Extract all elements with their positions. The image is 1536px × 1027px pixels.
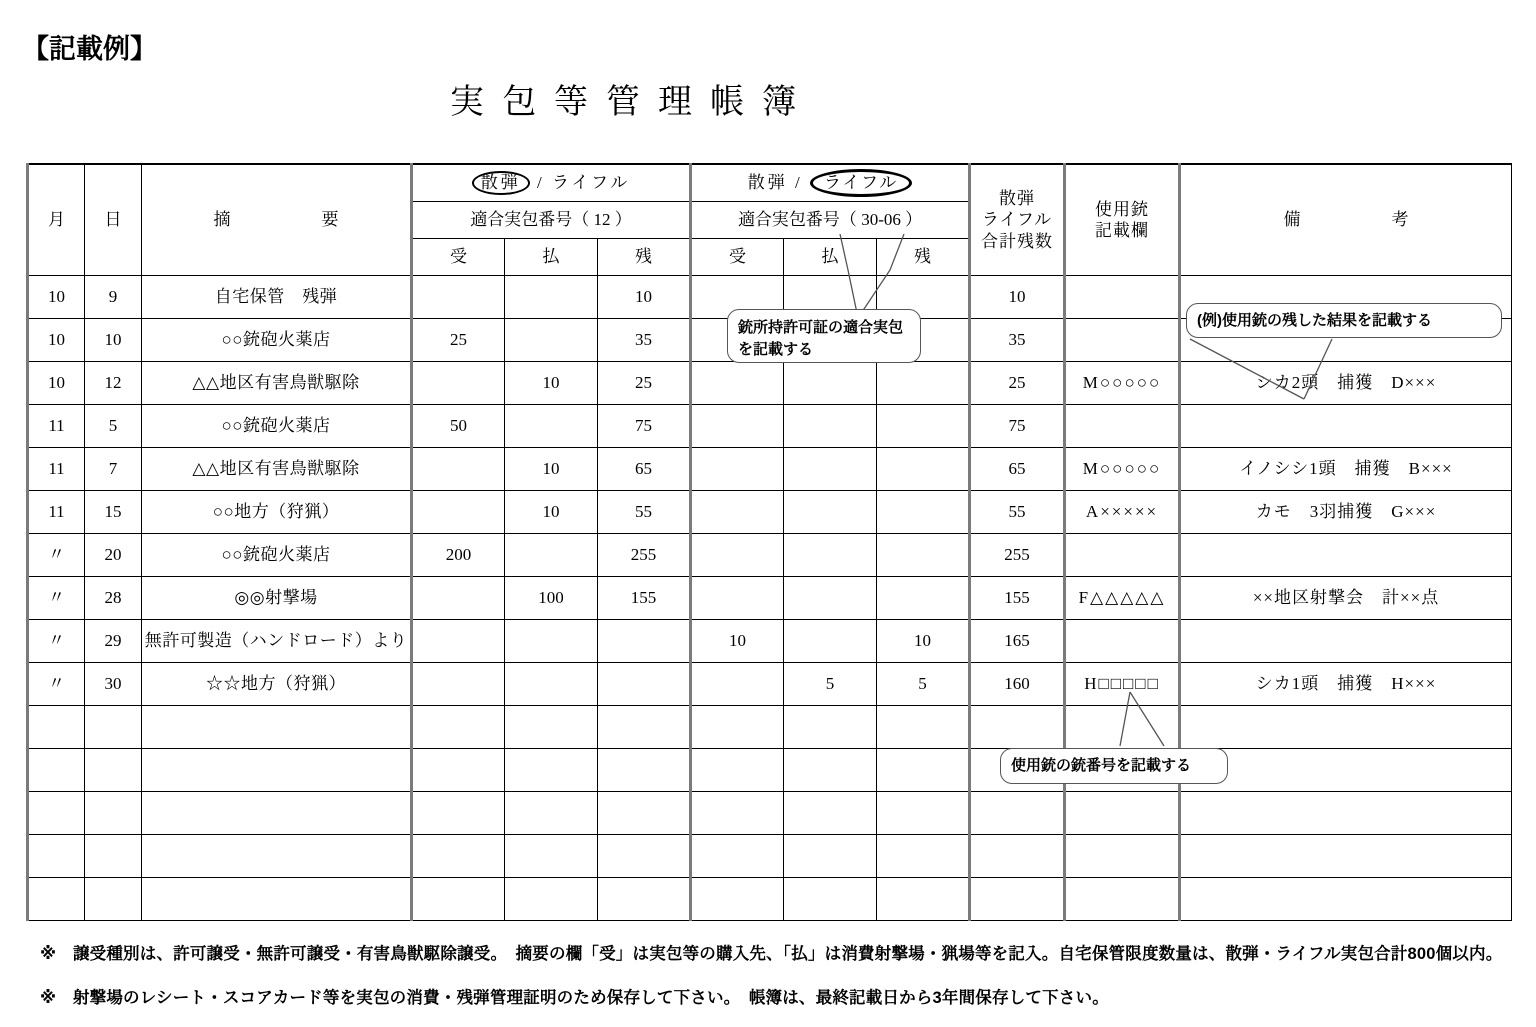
cell-rifle-out[interactable] bbox=[784, 448, 877, 491]
cell-month[interactable]: 〃 bbox=[28, 663, 85, 706]
cell-shotgun-out[interactable] bbox=[505, 749, 598, 792]
cell-total-balance[interactable] bbox=[970, 878, 1065, 921]
cell-gun-used[interactable] bbox=[1065, 878, 1180, 921]
cell-shotgun-in[interactable] bbox=[412, 620, 505, 663]
cell-shotgun-in[interactable] bbox=[412, 792, 505, 835]
group-a-ammo-number bbox=[412, 202, 691, 239]
group-b-rifle-option-selected[interactable]: ライフル bbox=[810, 169, 912, 197]
cell-day[interactable] bbox=[85, 749, 142, 792]
cell-day[interactable]: 9 bbox=[85, 276, 142, 319]
cell-summary[interactable]: 自宅保管 残弾 bbox=[142, 276, 412, 319]
cell-gun-used[interactable]: A××××× bbox=[1065, 491, 1180, 534]
cell-day[interactable]: 29 bbox=[85, 620, 142, 663]
cell-rifle-balance[interactable] bbox=[877, 448, 970, 491]
cell-month[interactable] bbox=[28, 749, 85, 792]
table-row bbox=[28, 448, 1512, 491]
cell-rifle-out[interactable] bbox=[784, 749, 877, 792]
cell-day[interactable] bbox=[85, 835, 142, 878]
group-a-slash: / bbox=[536, 173, 545, 192]
cell-gun-used[interactable]: F△△△△△ bbox=[1065, 577, 1180, 620]
cell-shotgun-in[interactable]: 25 bbox=[412, 319, 505, 362]
cell-shotgun-out[interactable] bbox=[505, 319, 598, 362]
cell-summary[interactable] bbox=[142, 706, 412, 749]
cell-total-balance[interactable]: 255 bbox=[970, 534, 1065, 577]
cell-shotgun-out[interactable] bbox=[505, 792, 598, 835]
col-header-remarks: 備 考 bbox=[1180, 164, 1512, 276]
cell-rifle-out[interactable] bbox=[784, 620, 877, 663]
col-header-day: 日 bbox=[85, 164, 142, 276]
table-row bbox=[28, 835, 1512, 878]
footer-note-1: ※ 譲受種別は、許可譲受・無許可譲受・有害鳥獣駆除譲受。 摘要の欄「受」は実包等の購入先、「払」は消費射撃場・猟場等を記入。自宅保管限度数量は、散弾・ライフル実包合計800個以内。 bbox=[40, 945, 1503, 963]
cell-month[interactable]: 〃 bbox=[28, 577, 85, 620]
callout-gun-number: 使用銃の銃番号を記載する bbox=[1000, 748, 1228, 784]
cell-remarks[interactable] bbox=[1180, 620, 1512, 663]
table-row bbox=[28, 534, 1512, 577]
cell-shotgun-in[interactable] bbox=[412, 577, 505, 620]
cell-day[interactable]: 7 bbox=[85, 448, 142, 491]
cell-summary[interactable]: 無許可製造（ハンドロード）より bbox=[142, 620, 412, 663]
leader-line-ammo-number bbox=[820, 230, 940, 320]
cell-summary[interactable] bbox=[142, 749, 412, 792]
cell-month[interactable] bbox=[28, 706, 85, 749]
cell-rifle-in[interactable] bbox=[691, 878, 784, 921]
cell-shotgun-balance[interactable]: 25 bbox=[598, 362, 691, 405]
group-a-rifle-option[interactable]: ライフル bbox=[551, 173, 631, 192]
cell-summary[interactable]: △△地区有害鳥獣駆除 bbox=[142, 362, 412, 405]
col-header-a-out: 払 bbox=[505, 239, 598, 276]
cell-shotgun-out[interactable]: 10 bbox=[505, 491, 598, 534]
header-row-guntype bbox=[28, 164, 1512, 202]
cell-shotgun-balance[interactable]: 10 bbox=[598, 276, 691, 319]
cell-rifle-out[interactable] bbox=[784, 878, 877, 921]
cell-rifle-balance[interactable] bbox=[877, 362, 970, 405]
cell-month[interactable]: 10 bbox=[28, 276, 85, 319]
cell-rifle-in[interactable]: 10 bbox=[691, 620, 784, 663]
cell-shotgun-balance[interactable]: 255 bbox=[598, 534, 691, 577]
cell-day[interactable]: 15 bbox=[85, 491, 142, 534]
cell-rifle-out[interactable] bbox=[784, 577, 877, 620]
cell-rifle-in[interactable] bbox=[691, 749, 784, 792]
group-b-slash: / bbox=[795, 173, 803, 192]
cell-shotgun-balance[interactable]: 55 bbox=[598, 491, 691, 534]
cell-gun-used[interactable] bbox=[1065, 276, 1180, 319]
cell-shotgun-in[interactable] bbox=[412, 663, 505, 706]
cell-rifle-balance[interactable] bbox=[877, 405, 970, 448]
cell-shotgun-balance[interactable]: 155 bbox=[598, 577, 691, 620]
cell-shotgun-balance[interactable] bbox=[598, 749, 691, 792]
footer-note-2: ※ 射撃場のレシート・スコアカード等を実包の消費・残弾管理証明のため保存して下さい。 帳簿は、最終記載日から3年間保存して下さい。 bbox=[40, 989, 1109, 1007]
table-row bbox=[28, 620, 1512, 663]
cell-rifle-in[interactable] bbox=[691, 706, 784, 749]
cell-shotgun-in[interactable] bbox=[412, 448, 505, 491]
cell-shotgun-out[interactable]: 100 bbox=[505, 577, 598, 620]
cell-day[interactable] bbox=[85, 792, 142, 835]
total-balance-line-1: 散弾 bbox=[999, 189, 1036, 209]
group-a-guntype-header bbox=[412, 164, 691, 202]
col-header-a-in: 受 bbox=[412, 239, 505, 276]
cell-month[interactable] bbox=[28, 878, 85, 921]
cell-shotgun-in[interactable] bbox=[412, 276, 505, 319]
cell-shotgun-out[interactable] bbox=[505, 405, 598, 448]
cell-rifle-balance[interactable] bbox=[877, 577, 970, 620]
col-header-b-balance: 残 bbox=[877, 239, 970, 276]
cell-summary[interactable]: ○○銃砲火薬店 bbox=[142, 534, 412, 577]
cell-summary[interactable]: ◎◎射撃場 bbox=[142, 577, 412, 620]
cell-summary[interactable]: ☆☆地方（狩猟） bbox=[142, 663, 412, 706]
cell-rifle-balance[interactable] bbox=[877, 534, 970, 577]
cell-shotgun-out[interactable] bbox=[505, 878, 598, 921]
cell-shotgun-in[interactable] bbox=[412, 835, 505, 878]
group-b-shotgun-option[interactable]: 散弾 bbox=[747, 173, 788, 192]
cell-shotgun-in[interactable] bbox=[412, 878, 505, 921]
cell-gun-used[interactable] bbox=[1065, 792, 1180, 835]
callout-ammo-number: 銃所持許可証の適合実包を記載する bbox=[727, 309, 921, 363]
table-row bbox=[28, 405, 1512, 448]
cell-month[interactable]: 11 bbox=[28, 448, 85, 491]
cell-total-balance[interactable]: 25 bbox=[970, 362, 1065, 405]
cell-shotgun-out[interactable]: 10 bbox=[505, 448, 598, 491]
cell-day[interactable]: 5 bbox=[85, 405, 142, 448]
cell-month[interactable]: 〃 bbox=[28, 620, 85, 663]
cell-day[interactable] bbox=[85, 878, 142, 921]
cell-rifle-balance[interactable] bbox=[877, 792, 970, 835]
cell-day[interactable]: 10 bbox=[85, 319, 142, 362]
group-b-guntype-header bbox=[691, 164, 970, 202]
cell-rifle-balance[interactable] bbox=[877, 749, 970, 792]
cell-gun-used[interactable]: M○○○○○ bbox=[1065, 362, 1180, 405]
cell-gun-used[interactable] bbox=[1065, 534, 1180, 577]
col-header-b-in: 受 bbox=[691, 239, 784, 276]
table-row bbox=[28, 878, 1512, 921]
page-title: 実包等管理帳簿 bbox=[450, 84, 814, 121]
cell-rifle-out[interactable] bbox=[784, 534, 877, 577]
cell-rifle-in[interactable] bbox=[691, 534, 784, 577]
cell-summary[interactable]: △△地区有害鳥獣駆除 bbox=[142, 448, 412, 491]
cell-total-balance[interactable]: 165 bbox=[970, 620, 1065, 663]
table-row bbox=[28, 663, 1512, 706]
cell-shotgun-balance[interactable]: 65 bbox=[598, 448, 691, 491]
cell-rifle-balance[interactable]: 10 bbox=[877, 620, 970, 663]
cell-shotgun-out[interactable] bbox=[505, 276, 598, 319]
cell-rifle-in[interactable] bbox=[691, 448, 784, 491]
cell-shotgun-out[interactable] bbox=[505, 620, 598, 663]
cell-rifle-balance[interactable] bbox=[877, 706, 970, 749]
table-row bbox=[28, 749, 1512, 792]
cell-shotgun-out[interactable] bbox=[505, 706, 598, 749]
cell-rifle-balance[interactable] bbox=[877, 835, 970, 878]
callout-result-note: (例)使用銃の残した結果を記載する bbox=[1186, 303, 1502, 338]
cell-rifle-out[interactable] bbox=[784, 792, 877, 835]
cell-shotgun-out[interactable] bbox=[505, 835, 598, 878]
cell-remarks[interactable]: ××地区射撃会 計××点 bbox=[1180, 577, 1512, 620]
cell-shotgun-in[interactable] bbox=[412, 749, 505, 792]
total-balance-line-3: 合計残数 bbox=[981, 231, 1054, 251]
group-a-shotgun-option-selected[interactable]: 散弾 bbox=[472, 171, 530, 195]
cell-shotgun-in[interactable]: 200 bbox=[412, 534, 505, 577]
cell-shotgun-in[interactable] bbox=[412, 706, 505, 749]
cell-gun-used[interactable] bbox=[1065, 319, 1180, 362]
cell-day[interactable]: 28 bbox=[85, 577, 142, 620]
cell-shotgun-balance[interactable] bbox=[598, 706, 691, 749]
cell-rifle-out[interactable] bbox=[784, 405, 877, 448]
ammunition-ledger-table bbox=[26, 163, 1512, 921]
cell-total-balance[interactable]: 55 bbox=[970, 491, 1065, 534]
table-row bbox=[28, 577, 1512, 620]
example-label: 【記載例】 bbox=[22, 34, 157, 64]
table-row bbox=[28, 491, 1512, 534]
cell-day[interactable]: 20 bbox=[85, 534, 142, 577]
group-b-ammo-number-label: 適合実包番号（ bbox=[737, 210, 857, 230]
cell-rifle-in[interactable] bbox=[691, 362, 784, 405]
cell-total-balance[interactable]: 160 bbox=[970, 663, 1065, 706]
cell-remarks[interactable]: シカ2頭 捕獲 D××× bbox=[1180, 362, 1512, 405]
cell-total-balance[interactable]: 10 bbox=[970, 276, 1065, 319]
cell-shotgun-balance[interactable] bbox=[598, 792, 691, 835]
cell-rifle-out[interactable] bbox=[784, 835, 877, 878]
cell-day[interactable]: 12 bbox=[85, 362, 142, 405]
cell-rifle-out[interactable] bbox=[784, 362, 877, 405]
total-balance-line-2: ライフル bbox=[981, 210, 1053, 230]
leader-line-result-note bbox=[1186, 337, 1386, 403]
cell-remarks[interactable]: イノシシ1頭 捕獲 B××× bbox=[1180, 448, 1512, 491]
col-header-month: 月 bbox=[28, 164, 85, 276]
cell-total-balance[interactable]: 75 bbox=[970, 405, 1065, 448]
gun-used-line-1: 使用銃 bbox=[1095, 199, 1150, 219]
cell-total-balance[interactable] bbox=[970, 706, 1065, 749]
cell-shotgun-balance[interactable]: 75 bbox=[598, 405, 691, 448]
cell-gun-used[interactable]: M○○○○○ bbox=[1065, 448, 1180, 491]
cell-remarks[interactable] bbox=[1180, 405, 1512, 448]
cell-remarks[interactable]: カモ 3羽捕獲 G××× bbox=[1180, 491, 1512, 534]
group-b-ammo-number-close: ） bbox=[905, 210, 923, 230]
cell-month[interactable]: 10 bbox=[28, 362, 85, 405]
cell-shotgun-in[interactable] bbox=[412, 491, 505, 534]
cell-rifle-balance[interactable]: 5 bbox=[877, 663, 970, 706]
cell-month[interactable]: 〃 bbox=[28, 534, 85, 577]
col-header-gun-used bbox=[1065, 164, 1180, 276]
col-header-b-out: 払 bbox=[784, 239, 877, 276]
cell-total-balance[interactable]: 35 bbox=[970, 319, 1065, 362]
cell-rifle-out[interactable]: 5 bbox=[784, 663, 877, 706]
cell-rifle-out[interactable] bbox=[784, 706, 877, 749]
group-a-ammo-number-value[interactable]: 12 bbox=[593, 210, 611, 230]
cell-shotgun-out[interactable] bbox=[505, 534, 598, 577]
cell-remarks[interactable] bbox=[1180, 835, 1512, 878]
cell-month[interactable]: 11 bbox=[28, 405, 85, 448]
cell-remarks[interactable] bbox=[1180, 749, 1512, 792]
cell-day[interactable]: 30 bbox=[85, 663, 142, 706]
cell-total-balance[interactable]: 65 bbox=[970, 448, 1065, 491]
cell-month[interactable]: 10 bbox=[28, 319, 85, 362]
cell-rifle-in[interactable] bbox=[691, 405, 784, 448]
cell-month[interactable] bbox=[28, 792, 85, 835]
cell-shotgun-balance[interactable] bbox=[598, 663, 691, 706]
cell-summary[interactable]: ○○地方（狩猟） bbox=[142, 491, 412, 534]
cell-summary[interactable]: ○○銃砲火薬店 bbox=[142, 405, 412, 448]
cell-gun-used[interactable] bbox=[1065, 405, 1180, 448]
cell-remarks[interactable] bbox=[1180, 534, 1512, 577]
cell-shotgun-in[interactable]: 50 bbox=[412, 405, 505, 448]
cell-summary[interactable] bbox=[142, 835, 412, 878]
gun-used-line-2: 記載欄 bbox=[1095, 221, 1150, 240]
cell-rifle-in[interactable] bbox=[691, 577, 784, 620]
col-header-total-balance bbox=[970, 164, 1065, 276]
cell-rifle-balance[interactable] bbox=[877, 878, 970, 921]
cell-rifle-in[interactable] bbox=[691, 491, 784, 534]
cell-summary[interactable] bbox=[142, 878, 412, 921]
cell-remarks[interactable] bbox=[1180, 792, 1512, 835]
cell-rifle-balance[interactable] bbox=[877, 491, 970, 534]
cell-shotgun-out[interactable]: 10 bbox=[505, 362, 598, 405]
cell-rifle-in[interactable] bbox=[691, 835, 784, 878]
col-header-a-balance: 残 bbox=[598, 239, 691, 276]
group-a-ammo-number-label: 適合実包番号（ bbox=[470, 210, 590, 230]
cell-total-balance[interactable] bbox=[970, 792, 1065, 835]
cell-shotgun-balance[interactable] bbox=[598, 620, 691, 663]
cell-shotgun-balance[interactable] bbox=[598, 835, 691, 878]
cell-rifle-in[interactable] bbox=[691, 792, 784, 835]
cell-remarks[interactable]: シカ1頭 捕獲 H××× bbox=[1180, 663, 1512, 706]
cell-gun-used[interactable]: H□□□□□ bbox=[1065, 663, 1180, 706]
col-header-summary: 摘 要 bbox=[142, 164, 412, 276]
group-a-ammo-number-close: ） bbox=[614, 210, 632, 230]
cell-shotgun-out[interactable] bbox=[505, 663, 598, 706]
cell-gun-used[interactable] bbox=[1065, 620, 1180, 663]
cell-month[interactable]: 11 bbox=[28, 491, 85, 534]
cell-summary[interactable]: ○○銃砲火薬店 bbox=[142, 319, 412, 362]
cell-summary[interactable] bbox=[142, 792, 412, 835]
cell-day[interactable] bbox=[85, 706, 142, 749]
cell-month[interactable] bbox=[28, 835, 85, 878]
group-b-ammo-number-value[interactable]: 30-06 bbox=[861, 210, 901, 230]
cell-gun-used[interactable] bbox=[1065, 835, 1180, 878]
cell-shotgun-balance[interactable]: 35 bbox=[598, 319, 691, 362]
cell-shotgun-balance[interactable] bbox=[598, 878, 691, 921]
cell-total-balance[interactable]: 155 bbox=[970, 577, 1065, 620]
leader-line-gun-number bbox=[1098, 690, 1248, 752]
cell-rifle-out[interactable] bbox=[784, 491, 877, 534]
table-row bbox=[28, 792, 1512, 835]
table-row bbox=[28, 706, 1512, 749]
cell-rifle-in[interactable] bbox=[691, 663, 784, 706]
cell-remarks[interactable] bbox=[1180, 878, 1512, 921]
cell-total-balance[interactable] bbox=[970, 835, 1065, 878]
cell-shotgun-in[interactable] bbox=[412, 362, 505, 405]
